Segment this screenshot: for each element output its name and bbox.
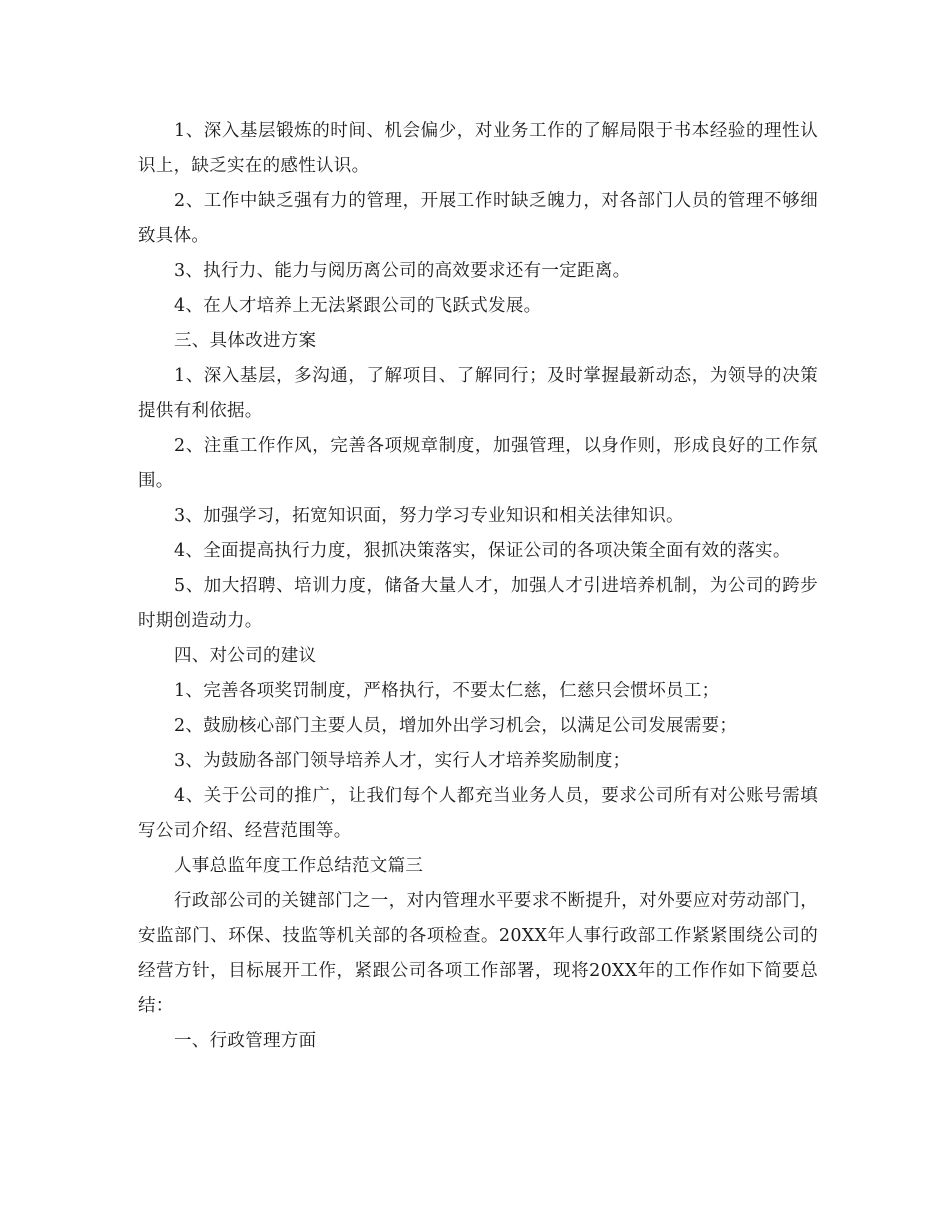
- paragraph: 4、在人才培养上无法紧跟公司的飞跃式发展。: [174, 296, 542, 316]
- section-heading: 四、对公司的建议: [174, 646, 317, 666]
- paragraph: 1、深入基层锻炼的时间、机会偏少，对业务工作的了解局限于书本经验的理性认识上，缺乏实在的感性认识。: [138, 121, 818, 176]
- paragraph: 2、鼓励核心部门主要人员，增加外出学习机会，以满足公司发展需要；: [174, 716, 738, 736]
- paragraph: 3、执行力、能力与阅历离公司的高效要求还有一定距离。: [174, 261, 631, 281]
- paragraph: 1、完善各项奖罚制度，严格执行，不要太仁慈，仁慈只会惯坏员工；: [174, 681, 720, 701]
- paragraph: 4、关于公司的推广，让我们每个人都充当业务人员，要求公司所有对公账号需填写公司介绍、经营范围等。: [138, 786, 818, 841]
- paragraph: 1、深入基层，多沟通，了解项目、了解同行；及时掌握最新动态，为领导的决策提供有利依据。: [138, 366, 818, 421]
- paragraph: 3、加强学习，拓宽知识面，努力学习专业知识和相关法律知识。: [174, 506, 684, 526]
- section-heading: 三、具体改进方案: [174, 331, 317, 351]
- paragraph: 2、工作中缺乏强有力的管理，开展工作时缺乏魄力，对各部门人员的管理不够细致具体。: [138, 191, 818, 246]
- paragraph: 行政部公司的关键部门之一，对内管理水平要求不断提升，对外要应对劳动部门，安监部门、环保、技监等机关部的各项检查。20XX年人事行政部工作紧紧围绕公司的经营方针，目标展开工作，紧跟公司各项工作部署，现将20XX年的工作作如下简要总结：: [138, 891, 818, 1016]
- paragraph: 5、加大招聘、培训力度，储备大量人才，加强人才引进培养机制，为公司的跨步时期创造动力。: [138, 576, 818, 631]
- paragraph: 2、注重工作作风，完善各项规章制度，加强管理，以身作则，形成良好的工作氛围。: [138, 436, 818, 491]
- article-title: 人事总监年度工作总结范文篇三: [174, 856, 424, 876]
- paragraph: 4、全面提高执行力度，狠抓决策落实，保证公司的各项决策全面有效的落实。: [174, 541, 791, 561]
- section-heading: 一、行政管理方面: [174, 1031, 317, 1051]
- paragraph: 3、为鼓励各部门领导培养人才，实行人才培养奖励制度；: [174, 751, 631, 771]
- document-body: [138, 114, 818, 1059]
